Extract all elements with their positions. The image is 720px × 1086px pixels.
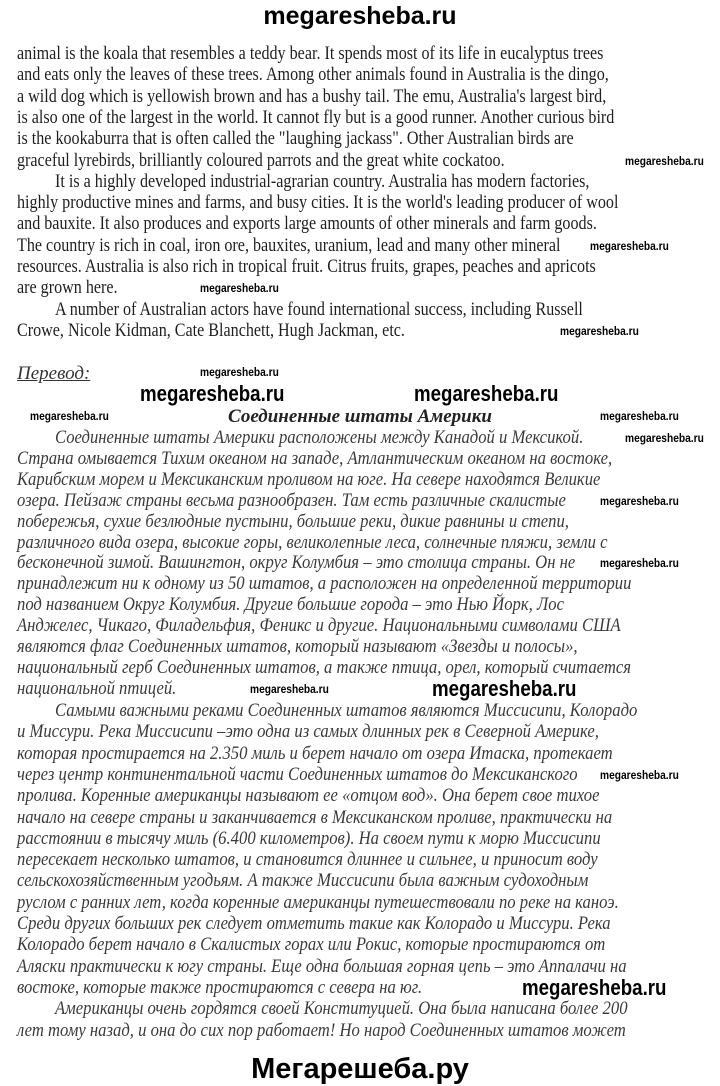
watermark: megaresheba.ru — [600, 409, 679, 423]
text-line: A number of Australian actors have found international success, including Russell — [55, 299, 583, 320]
text-line: Crowe, Nicole Kidman, Cate Blanchett, Hugh Jackman, etc. — [17, 320, 405, 341]
text-line: are grown here. — [17, 278, 118, 299]
text-line: сельскохозяйственным угодьям. А также Миссисипи была важным судоходным — [17, 871, 589, 892]
text-line: resources. Australia is also rich in tropical fruit. Citrus fruits, grapes, peaches and apricots — [17, 257, 596, 277]
text-line: The country is rich in coal, iron ore, bauxites, uranium, lead and many other mineral — [17, 235, 561, 256]
text-line: It is a highly developed industrial-agrarian country. Australia has modern factories, — [55, 171, 590, 192]
watermark: megaresheba.ru — [590, 238, 669, 253]
text-line: начало на севере страны и заканчивается в Мексиканском проливе, практически на — [17, 807, 613, 828]
text-line: озера. Пейзаж страны весьма разнообразен. Там есть различные скалистые — [17, 490, 566, 511]
text-line: национальной птицей. — [17, 678, 177, 699]
text-line: различного вида озера, высокие горы, великолепные леса, солнечные пляжи, земли с — [17, 532, 608, 553]
text-line: Американцы очень гордятся своей Конституцией. Она была написана более 200 — [55, 999, 628, 1020]
translation-title: Соединенные штаты Америки — [228, 406, 492, 427]
watermark: megaresheba.ru — [560, 323, 639, 338]
watermark: megaresheba.ru — [414, 381, 559, 406]
site-header-watermark: megaresheba.ru — [263, 2, 457, 30]
text-line: and eats only the leaves of these trees. Among other animals found in Australia is the dingo, — [17, 65, 609, 86]
text-line: Самыми важными реками Соединенных штатов являются Миссисипи, Колорадо — [55, 701, 638, 721]
text-line: пролива. Коренные американцы называют ее «отцом вод». Она берет свое тихое — [17, 786, 600, 807]
text-line: Аляски практически к югу страны. Еще одна большая горная цепь – это Аппалачи на — [17, 956, 627, 977]
text-line: востоке, которые также простираются с севера на юг. — [17, 977, 423, 998]
text-line: Среди других больших рек следует отметить такие как Колорадо и Миссури. Река — [17, 914, 611, 934]
text-line: graceful lyrebirds, brilliantly coloured parrots and the great white cockatoo. — [17, 150, 505, 171]
text-line: Страна омывается Тихим океаном на западе, Атлантическим океаном на востоке, — [17, 448, 613, 469]
watermark: megaresheba.ru — [522, 974, 667, 1000]
watermark: megaresheba.ru — [432, 676, 577, 701]
text-line: и Миссури. Река Миссисипи –это одна из самых длинных рек в Северной Америке, — [17, 722, 599, 743]
text-line: and bauxite. It also produces and exports large amounts of other minerals and farm goods. — [17, 214, 597, 235]
watermark: megaresheba.ru — [200, 281, 279, 296]
text-line: is the kookaburra that is often called the "laughing jackass". Other Australian birds are — [17, 129, 574, 150]
watermark: megaresheba.ru — [600, 556, 679, 571]
text-line: лет тому назад, и она до сих пор работает! Но народ Соединенных штатов может — [17, 1020, 626, 1041]
watermark: megaresheba.ru — [200, 365, 279, 379]
text-line: под названием Округ Колумбия. Другие большие города – это Нью Йорк, Лос — [17, 595, 564, 616]
text-line: расстоянии в тысячу миль (6.400 километров). На своем пути к морю Миссисипи — [17, 828, 601, 849]
text-line: highly productive mines and farms, and busy cities. It is the world's leading producer of wool — [17, 193, 619, 214]
watermark: megaresheba.ru — [625, 153, 704, 168]
text-line: принадлежит ни к одному из 50 штатов, а расположен на определенной территории — [17, 574, 632, 595]
text-line: animal is the koala that resembles a teddy bear. It spends most of its life in eucalyptus trees — [17, 44, 604, 64]
translation-label: Перевод: — [17, 363, 91, 384]
site-footer-watermark: Мегарешеба.ру — [251, 1053, 469, 1085]
text-line: Соединенные штаты Америки расположены между Канадой и Мексикой. — [55, 428, 584, 448]
watermark: megaresheba.ru — [625, 431, 704, 445]
text-line: a wild dog which is yellowish brown and has a bushy tail. The emu, Australia's largest bird, — [17, 86, 607, 107]
watermark: megaresheba.ru — [30, 409, 109, 423]
text-line: руслом с ранних лет, когда коренные американцы путешествовали по реке на каноэ. — [17, 892, 619, 913]
watermark: megaresheba.ru — [600, 493, 679, 508]
text-line: национальный герб Соединенных штатов, а также птица, орел, который считается — [17, 657, 631, 678]
text-line: Анджелес, Чикаго, Филадельфия, Феникс и другие. Национальными символами США — [17, 616, 621, 637]
text-line: Колорадо берет начало в Скалистых горах или Рокис, которые простираются от — [17, 935, 606, 956]
text-line: побережья, сухие безлюдные пустыни, большие реки, дикие равнины и степи, — [17, 511, 569, 532]
text-line: пересекает несколько штатов, и становится длиннее и сильнее, и приносит воду — [17, 850, 598, 871]
watermark: megaresheba.ru — [600, 767, 679, 782]
watermark: megaresheba.ru — [250, 681, 329, 696]
text-line: is also one of the largest in the world. It cannot fly but is a good runner. Another curious bird — [17, 107, 615, 128]
text-line: являются флаг Соединенных штатов, который называют «Звезды и полосы», — [17, 637, 578, 657]
watermark: megaresheba.ru — [140, 381, 285, 406]
text-line: которая простирается на 2.350 миль и берет начало от озера Итаска, протекает — [17, 743, 613, 764]
text-line: Карибским морем и Мексиканским проливом на юге. На севере находятся Великие — [17, 469, 601, 490]
text-line: через центр континентальной части Соединенных штатов до Мексиканского — [17, 764, 578, 785]
text-line: бесконечной зимой. Вашингтон, округ Колумбия – это столица страны. Он не — [17, 553, 576, 574]
